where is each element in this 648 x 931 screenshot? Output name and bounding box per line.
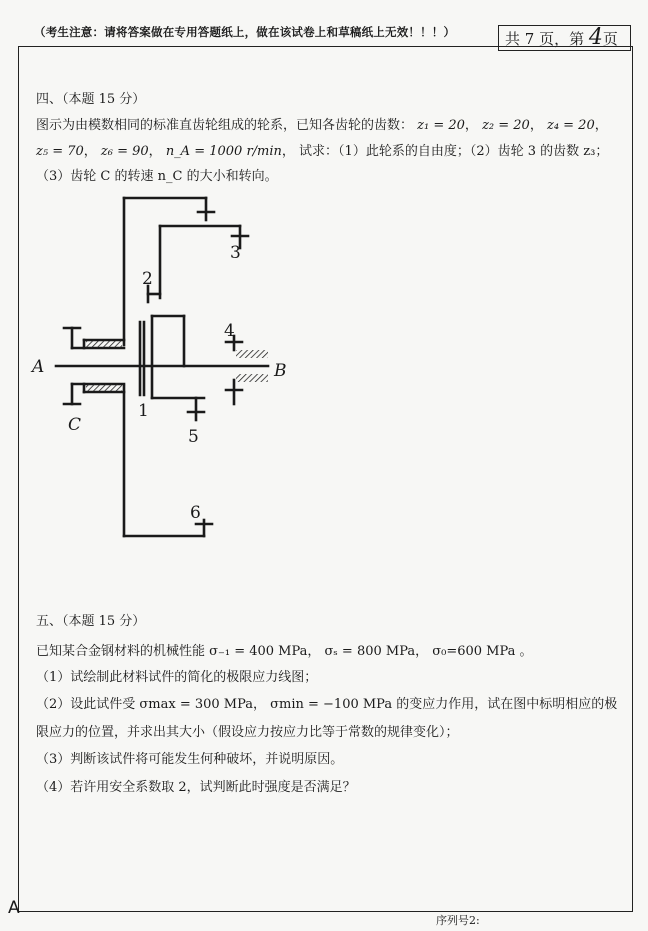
page-current: 4 (588, 25, 603, 50)
q5-title: 五、（本题 15 分） (36, 614, 146, 629)
serial-number-label: 序列号2: (436, 914, 480, 927)
ground-hatch-left-top (86, 341, 122, 348)
q4-line1-prefix: 图示为由模数相同的标准直齿轮组成的轮系，已知各齿轮的齿数： (36, 118, 414, 133)
label-1: 1 (138, 401, 149, 421)
label-c: C (68, 415, 82, 435)
label-6: 6 (190, 503, 201, 523)
q5-line6: （4）若许用安全系数取 2，试判断此时强度是否满足？ (36, 780, 356, 795)
q4-z2: z₂ = 20 (482, 118, 530, 133)
q4-na: n_A = 1000 r/min (165, 144, 282, 159)
page-suffix: 页 (602, 30, 618, 48)
ground-hatch-left-bottom (86, 384, 122, 391)
gear-train-diagram (28, 190, 328, 560)
corner-mark: A (8, 898, 20, 918)
q4-line2: z₅ = 70， z₆ = 90， n_A = 1000 r/min， 试求：（1）此轮系的自由度；（2）齿轮 3 的齿数 z₃； (36, 144, 609, 159)
q4-line1: 图示为由模数相同的标准直齿轮组成的轮系，已知各齿轮的齿数： z₁ = 20， z₂ = 20， z₄ = 20， (36, 118, 608, 133)
q5-line5: （3）判断该试件将可能发生何种破坏，并说明原因。 (36, 752, 344, 767)
q5-line4: 限应力的位置，并求出其大小（假设应力按应力比等于常数的规律变化）； (36, 725, 459, 740)
label-3: 3 (230, 243, 241, 263)
label-4: 4 (224, 321, 235, 341)
q4-z5: z₅ = 70 (36, 144, 84, 159)
label-5: 5 (188, 427, 199, 447)
q4-line3: （3）齿轮 C 的转速 n_C 的大小和转向。 (36, 169, 278, 184)
page-indicator (498, 25, 631, 51)
page-total: 共 7 页，第 (505, 30, 585, 48)
q4-line2-rest: 试求：（1）此轮系的自由度；（2）齿轮 3 的齿数 z₃； (299, 144, 609, 159)
ground-hatch-right-bottom (236, 374, 268, 382)
label-b: B (274, 361, 287, 381)
q5-line3: （2）设此试件受 σmax = 300 MPa， σmin = −100 MPa 的变应力作用，试在图中标明相应的极 (36, 697, 618, 712)
q4-title: 四、（本题 15 分） (36, 92, 146, 107)
q5-line1: 已知某合金钢材料的机械性能 σ₋₁ = 400 MPa， σₛ = 800 MPa， σ₀=600 MPa 。 (36, 644, 533, 659)
label-2: 2 (142, 269, 153, 289)
q4-z1: z₁ = 20 (417, 118, 465, 133)
exam-notice: （考生注意：请将答案做在专用答题纸上，做在该试卷上和草稿纸上无效！！！） (34, 25, 456, 39)
q4-z6: z₆ = 90 (100, 144, 149, 159)
q5-line2: （1）试绘制此材料试件的简化的极限应力线图； (36, 670, 318, 685)
ground-hatch-right-top (236, 350, 268, 358)
q4-z4: z₄ = 20 (546, 118, 595, 133)
label-a: A (32, 357, 45, 377)
